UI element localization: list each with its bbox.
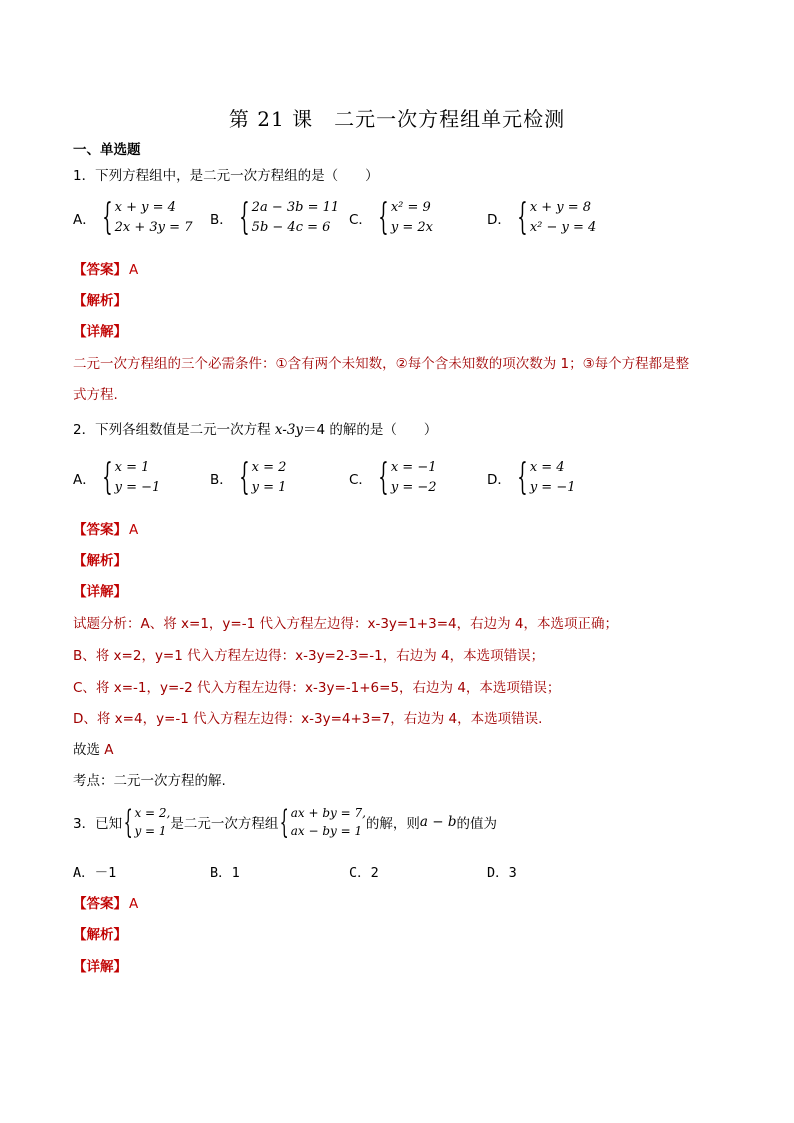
q1-detail-line: 式方程. <box>73 387 118 403</box>
q3-answer: 【答案】 A <box>73 896 139 912</box>
equation: 2x + 3y = 7 <box>114 220 193 235</box>
q1-option-c: C． { x² = 9 y = 2x <box>349 197 433 238</box>
equation: x = 4 <box>529 460 565 475</box>
q2-stem: 2．下列各组数值是二元一次方程 x-3y＝4 的解的是（ ） <box>73 422 438 438</box>
q3-option-b: B．1 <box>210 865 240 881</box>
equation: ax − by = 1 <box>290 824 363 838</box>
q2-detail-label: 【详解】 <box>73 584 127 600</box>
equation: ax + by = 7, <box>290 806 366 820</box>
q2-detail-line: B、将 x=2，y=1 代入方程左边得：x-3y=2-3=-1，右边为 4，本选项错误； <box>73 648 545 664</box>
q3-stem: 3．已知 { x = 2, y = 1 是二元一次方程组 { ax + by = 7, ax − by = 1 的解，则 a − b 的值为 <box>73 803 498 841</box>
equation: x = −1 <box>390 460 437 475</box>
q2-choose: 故选 A <box>73 742 114 758</box>
q2-option-b: B． { x = 2 y = 1 <box>210 457 287 498</box>
equation: x + y = 8 <box>529 200 592 215</box>
q3-detail-label: 【详解】 <box>73 959 127 975</box>
option-letter: A． <box>73 212 96 228</box>
q1-detail-line: 二元一次方程组的三个必需条件：①含有两个未知数，②每个含未知数的项次数为 1；③每个方程都是整 <box>73 356 690 372</box>
q3-analysis-label: 【解析】 <box>73 927 127 943</box>
option-letter: A． <box>73 472 96 488</box>
q2-option-a: A． { x = 1 y = −1 <box>73 457 161 498</box>
option-letter: D． <box>487 472 511 488</box>
q1-answer: 【答案】 A <box>73 262 139 278</box>
q3-option-d: D．3 <box>487 865 517 881</box>
equation: 2a − 3b = 11 <box>251 200 340 215</box>
q2-option-d: D． { x = 4 y = −1 <box>487 457 576 498</box>
page-title: 第 21 课 二元一次方程组单元检测 <box>228 107 566 131</box>
q1-option-d: D． { x + y = 8 x² − y = 4 <box>487 197 597 238</box>
equation: x = 1 <box>114 460 150 475</box>
equation: x + y = 4 <box>114 200 176 215</box>
q1-stem: 1．下列方程组中，是二元一次方程组的是（ ） <box>73 168 379 184</box>
q2-detail-line: 试题分析：A、将 x=1，y=-1 代入方程左边得：x-3y=1+3=4，右边为 4，本选项正确； <box>73 616 618 632</box>
equation: x² − y = 4 <box>529 220 597 235</box>
equation: x² = 9 <box>390 200 431 215</box>
q1-option-b: B． { 2a − 3b = 11 5b − 4c = 6 <box>210 197 340 238</box>
option-letter: B． <box>210 212 233 228</box>
equation: y = 2x <box>390 220 433 235</box>
option-letter: C． <box>349 472 372 488</box>
q1-analysis-label: 【解析】 <box>73 293 127 309</box>
option-letter: C． <box>349 212 372 228</box>
q2-detail-line: D、将 x=4，y=-1 代入方程左边得：x-3y=4+3=7，右边为 4，本选项错误. <box>73 711 543 727</box>
option-letter: B． <box>210 472 233 488</box>
equation: x = 2 <box>251 460 287 475</box>
equation: y = −1 <box>114 480 161 495</box>
equation: x = 2, <box>134 806 171 820</box>
section-heading: 一、单选题 <box>73 142 141 158</box>
option-letter: D． <box>487 212 511 228</box>
equation: y = 1 <box>134 824 167 838</box>
q2-answer: 【答案】 A <box>73 522 139 538</box>
q2-point: 考点：二元一次方程的解. <box>73 773 226 789</box>
q2-detail-line: C、将 x=-1，y=-2 代入方程左边得：x-3y=-1+6=5，右边为 4，本选项错误； <box>73 680 561 696</box>
q3-option-c: C．2 <box>349 865 379 881</box>
q3-option-a: A．－1 <box>73 865 117 881</box>
q2-analysis-label: 【解析】 <box>73 553 127 569</box>
q2-option-c: C． { x = −1 y = −2 <box>349 457 437 498</box>
q1-detail-label: 【详解】 <box>73 324 127 340</box>
equation: y = −2 <box>390 480 437 495</box>
equation: 5b − 4c = 6 <box>251 220 331 235</box>
q1-option-a: A． { x + y = 4 2x + 3y = 7 <box>73 197 193 238</box>
equation: y = 1 <box>251 480 287 495</box>
equation: y = −1 <box>529 480 576 495</box>
